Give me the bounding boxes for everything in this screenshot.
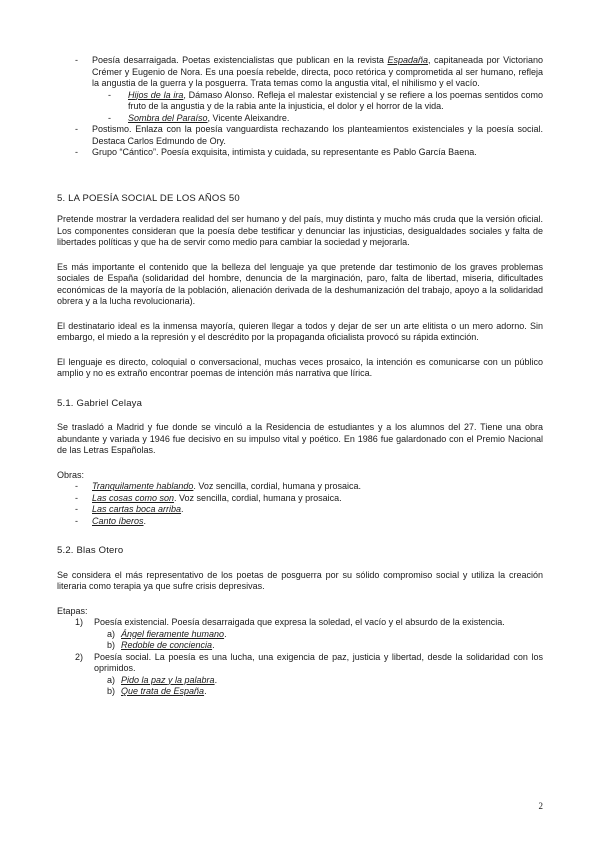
- work-title: Canto íberos: [92, 515, 144, 526]
- item-text: . Voz sencilla, cordial, humana y prosaica.: [174, 492, 342, 503]
- subsection-heading: 5.2. Blas Otero: [57, 545, 124, 556]
- sub-list: [92, 90, 543, 125]
- list-item: [57, 516, 543, 528]
- work-title: Que trata de España: [121, 686, 205, 696]
- item-text: .: [204, 686, 207, 696]
- list-item: [57, 504, 543, 516]
- paragraph: El lenguaje es directo, coloquial o conversacional, muchas veces prosaico, la intención es comunicarse con un público amplio y no es extraño encontrar poemas de intención más narrativa que lírica.: [57, 356, 543, 378]
- paragraph: Es más importante el contenido que la belleza del lenguaje ya que pretende dar testimonio de los graves problemas sociales de España (solidaridad del hombre, denuncia de la marginación, paro, falta de libertad, miseria, dificultades económicas de la mayoría de la población, alienación derivada de la deshumanización del trabajo, apoyo a la solidaridad obrera y a la lucha revolucionaria).: [57, 261, 543, 306]
- works-label: Obras:: [57, 469, 85, 480]
- work-title: Ángel fieramente humano: [121, 628, 225, 639]
- document-page: [57, 55, 543, 698]
- item-text: .: [214, 674, 218, 685]
- work-title: Tranquilamente hablando: [92, 481, 194, 491]
- work-title: Las cartas boca arriba: [92, 504, 182, 514]
- page-number: 2: [538, 801, 543, 811]
- list-item-desarraigada: [57, 55, 543, 124]
- item-letter: b): [107, 640, 116, 650]
- sub-item-hijos: [92, 90, 543, 113]
- stage-works: [57, 629, 543, 652]
- sub-item-sombra: [92, 113, 543, 125]
- list-item: [57, 493, 543, 505]
- stage-item: [57, 617, 543, 652]
- list-item-postismo: - Postismo. Enlaza con la poesía vanguardista rechazando los planteamientos existenciales y la poesía social. Destaca Carlos Edmundo de Ory.: [57, 124, 543, 147]
- stage-item: [57, 652, 543, 698]
- stages-label: Etapas:: [57, 605, 88, 616]
- list-item-cantico: - Grupo “Cántico”. Poesía exquisita, intimista y cuidada, su representante es Pablo García Baena.: [57, 147, 543, 159]
- item-letter: b): [107, 686, 116, 696]
- works-list: [57, 481, 543, 527]
- item-text: .: [212, 640, 215, 650]
- item-text: . Voz sencilla, cordial, humana y prosaica.: [193, 481, 361, 491]
- stage-text: Poesía social. La poesía es una lucha, una exigencia de paz, justicia y libertad, desde la solidaridad con los oprimidos.: [94, 651, 543, 673]
- section-heading: 5. LA POESÍA SOCIAL DE LOS AÑOS 50: [57, 192, 240, 204]
- paragraph: Se trasladó a Madrid y fue donde se vinculó a la Residencia de estudiantes y a los alumnos del 27. Tiene una obra abundante y variada y 1946 fue decisivo en su impulso vital y poético. En 1986 fue galardonado con el Premio Nacional de las Letras Españolas.: [57, 422, 543, 455]
- stage-number: 1): [75, 617, 84, 627]
- paragraph: Se considera el más representativo de los poetas de posguerra por su sólido compromiso social y utiliza la creación literaria como terapia ya que sufre crisis depresivas.: [57, 569, 543, 591]
- list-item: [57, 629, 543, 641]
- stage-number: 2): [75, 651, 84, 662]
- item-text: .: [181, 504, 184, 514]
- stage-text: Poesía existencial. Poesía desarraigada que expresa la soledad, el vacío y el absurdo de la existencia.: [94, 617, 505, 627]
- work-title: Sombra del Paraíso: [128, 112, 208, 123]
- item-text: .: [143, 515, 147, 526]
- item-text: Poesía desarraigada. Poetas existencialistas que publican en la revista: [92, 55, 388, 65]
- paragraph: Pretende mostrar la verdadera realidad del ser humano y del país, muy distinta y mucho más cruda que la versión oficial. Los componentes consideran que la poesía debe testificar y denunciar las injusticias, desigualdades sociales y falta de libertades políticas y que ha de servir como medio para cambiar la sociedad y mejorarla.: [57, 214, 543, 247]
- work-title: Las cosas como son: [92, 492, 175, 503]
- intro-list: [57, 55, 543, 159]
- work-title: Hijos de la ira: [128, 89, 184, 100]
- list-item: [57, 640, 543, 652]
- list-item: [57, 675, 543, 687]
- stages-list: [57, 617, 543, 698]
- item-letter: a): [107, 674, 116, 685]
- item-text: , Vicente Aleixandre.: [207, 112, 290, 123]
- item-text: .: [224, 628, 227, 639]
- item-letter: a): [107, 628, 116, 639]
- work-title: Pido la paz y la palabra: [121, 674, 215, 685]
- list-item: [57, 481, 543, 493]
- paragraph: El destinatario ideal es la inmensa mayoría, quieren llegar a todos y dejar de ser un arte elitista o un mero adorno. Sin embargo, el miedo a la represión y el descrédito por la propaganda oficialista provocó su rápida extinción.: [57, 320, 543, 342]
- subsection-heading: 5.1. Gabriel Celaya: [57, 397, 143, 409]
- item-text: , Dámaso Alonso. Refleja el malestar existencial y se refiere a los poemas sentidos como fruto de la angustia y de la rabia ante la injusticia, el dolor y el horror de la vida.: [128, 89, 543, 111]
- stage-works: [57, 675, 543, 698]
- work-title: Redoble de conciencia: [121, 640, 213, 650]
- list-item: [57, 686, 543, 698]
- journal-title: Espadaña: [387, 55, 428, 65]
- item-text: , capitaneada por Victoriano Crémer y Eugenio de Nora. Es una poesía rebelde, directa, poco retórica y comprometida al ser humano, refleja la angustia de la guerra y la posguerra. Trata temas como la angustia vital, el nihilismo y el vacío.: [92, 55, 544, 88]
